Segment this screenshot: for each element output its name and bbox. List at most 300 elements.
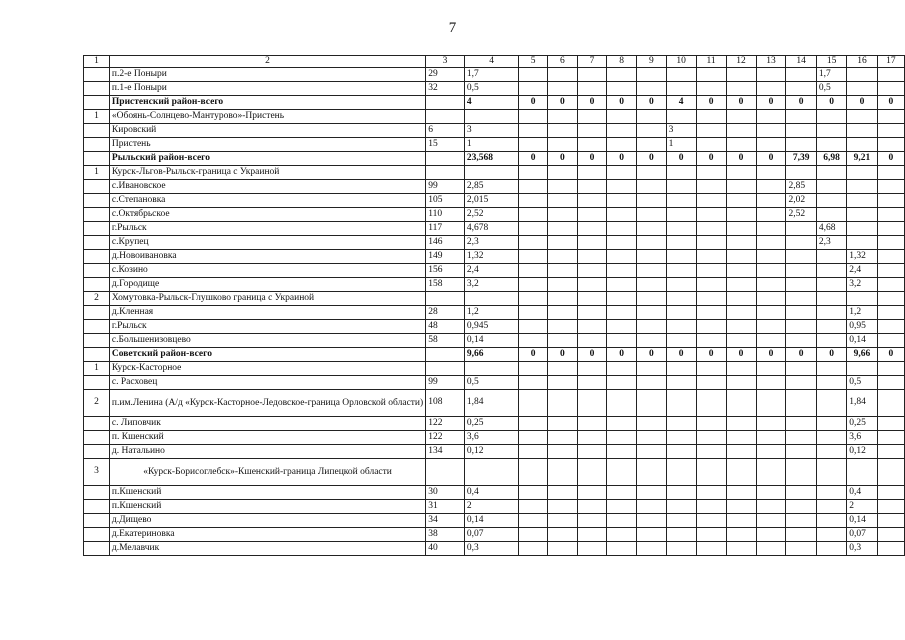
table-cell: д.Новоивановка <box>109 250 425 264</box>
table-cell <box>426 96 465 110</box>
table-cell: 99 <box>426 180 465 194</box>
table-cell <box>577 138 607 152</box>
table-cell <box>696 528 726 542</box>
table-cell: 1,7 <box>816 68 846 82</box>
table-cell <box>877 417 904 431</box>
table-cell <box>464 110 518 124</box>
table-cell <box>607 486 637 500</box>
table-cell: 2,52 <box>464 208 518 222</box>
table-cell <box>519 264 548 278</box>
table-cell: г.Рыльск <box>109 222 425 236</box>
table-cell: с. Липовчик <box>109 417 425 431</box>
table-row <box>84 390 905 417</box>
table-cell: с. Расховец <box>109 376 425 390</box>
table-cell <box>84 486 110 500</box>
table-cell <box>877 514 904 528</box>
table-row <box>84 306 905 320</box>
table-cell <box>877 459 904 486</box>
table-cell: д.Мелавчик <box>109 542 425 556</box>
table-cell <box>877 486 904 500</box>
table-cell <box>847 222 877 236</box>
column-header: 5 <box>519 56 548 68</box>
table-cell <box>786 334 816 348</box>
table-cell <box>464 459 518 486</box>
table-cell <box>84 180 110 194</box>
table-cell: 0 <box>696 152 726 166</box>
table-cell <box>607 68 637 82</box>
table-cell: 0 <box>637 96 667 110</box>
table-cell <box>696 194 726 208</box>
table-cell <box>637 166 667 180</box>
table-cell: 0 <box>548 348 578 362</box>
table-cell <box>637 390 667 417</box>
table-cell: 34 <box>426 514 465 528</box>
table-cell <box>607 236 637 250</box>
table-cell <box>577 417 607 431</box>
table-cell <box>548 222 578 236</box>
table-cell <box>726 264 756 278</box>
table-cell <box>666 500 696 514</box>
table-cell: 0,14 <box>464 514 518 528</box>
table-cell: 0,14 <box>847 334 877 348</box>
table-cell <box>666 180 696 194</box>
table-cell <box>607 110 637 124</box>
table-cell <box>577 292 607 306</box>
table-cell: 9,21 <box>847 152 877 166</box>
table-cell <box>786 362 816 376</box>
table-cell: 3,2 <box>847 278 877 292</box>
table-cell <box>877 320 904 334</box>
table-cell: 0 <box>637 348 667 362</box>
table-cell: 1,84 <box>464 390 518 417</box>
table-cell <box>519 459 548 486</box>
table-cell <box>696 110 726 124</box>
table-cell: 146 <box>426 236 465 250</box>
table-cell: 0 <box>637 152 667 166</box>
table-cell: 3 <box>464 124 518 138</box>
table-cell: 0,95 <box>847 320 877 334</box>
table-row <box>84 376 905 390</box>
table-cell <box>548 417 578 431</box>
table-cell <box>877 208 904 222</box>
table-cell: 0 <box>816 96 846 110</box>
table-cell <box>84 138 110 152</box>
table-row <box>84 194 905 208</box>
table-cell: 0,25 <box>847 417 877 431</box>
table-cell: 2,4 <box>464 264 518 278</box>
table-cell <box>786 320 816 334</box>
table-cell <box>519 431 548 445</box>
table-cell <box>816 180 846 194</box>
table-cell: 0,4 <box>464 486 518 500</box>
column-header: 4 <box>464 56 518 68</box>
table-cell: 9,66 <box>847 348 877 362</box>
column-header: 6 <box>548 56 578 68</box>
table-cell <box>816 528 846 542</box>
table-cell <box>607 264 637 278</box>
table-cell <box>607 500 637 514</box>
table-cell <box>877 362 904 376</box>
table-cell <box>696 417 726 431</box>
table-cell <box>816 320 846 334</box>
table-cell: Пристенский район-всего <box>109 96 425 110</box>
table-row <box>84 250 905 264</box>
table-cell <box>666 459 696 486</box>
table-cell <box>816 459 846 486</box>
table-cell <box>84 194 110 208</box>
table-cell <box>726 486 756 500</box>
table-cell <box>666 431 696 445</box>
table-cell <box>726 445 756 459</box>
table-cell: 0,5 <box>464 82 518 96</box>
table-cell: с.Степановка <box>109 194 425 208</box>
table-cell <box>519 334 548 348</box>
table-cell <box>577 180 607 194</box>
table-cell <box>696 431 726 445</box>
table-cell <box>548 82 578 96</box>
table-cell <box>877 306 904 320</box>
table-cell <box>637 124 667 138</box>
table-cell <box>637 222 667 236</box>
table-cell <box>519 320 548 334</box>
table-cell: 0 <box>786 96 816 110</box>
table-cell <box>577 334 607 348</box>
table-cell: 23,568 <box>464 152 518 166</box>
table-cell: 0 <box>696 348 726 362</box>
table-row <box>84 236 905 250</box>
table-cell <box>726 459 756 486</box>
table-cell <box>519 542 548 556</box>
table-cell <box>786 390 816 417</box>
table-cell: 0 <box>877 348 904 362</box>
column-header: 2 <box>109 56 425 68</box>
column-header: 17 <box>877 56 904 68</box>
table-cell: 0 <box>577 152 607 166</box>
table-row <box>84 417 905 431</box>
table-cell: 28 <box>426 306 465 320</box>
table-cell <box>877 542 904 556</box>
table-cell <box>84 417 110 431</box>
table-cell <box>637 500 667 514</box>
table-cell <box>756 180 786 194</box>
table-cell <box>607 180 637 194</box>
table-cell <box>577 320 607 334</box>
table-cell <box>816 362 846 376</box>
table-cell: 0,25 <box>464 417 518 431</box>
table-cell: с.Ивановское <box>109 180 425 194</box>
table-cell: 2,4 <box>847 264 877 278</box>
table-cell <box>756 376 786 390</box>
table-cell <box>696 208 726 222</box>
table-row <box>84 431 905 445</box>
table-cell <box>877 68 904 82</box>
table-cell <box>756 306 786 320</box>
table-cell <box>756 486 786 500</box>
table-cell <box>877 500 904 514</box>
table-cell <box>607 166 637 180</box>
table-cell <box>577 486 607 500</box>
table-cell <box>786 445 816 459</box>
table-cell: 3,6 <box>464 431 518 445</box>
table-cell: 6,98 <box>816 152 846 166</box>
table-cell <box>786 82 816 96</box>
table-cell <box>548 292 578 306</box>
table-cell <box>756 278 786 292</box>
table-cell <box>637 264 667 278</box>
table-cell <box>577 362 607 376</box>
column-header: 3 <box>426 56 465 68</box>
table-cell <box>786 250 816 264</box>
table-cell <box>756 514 786 528</box>
table-cell: 0 <box>756 348 786 362</box>
table-cell <box>577 110 607 124</box>
table-cell <box>548 110 578 124</box>
table-cell: 2,85 <box>786 180 816 194</box>
table-cell: 99 <box>426 376 465 390</box>
table-cell <box>519 417 548 431</box>
column-header: 9 <box>637 56 667 68</box>
table-cell <box>696 542 726 556</box>
table-cell <box>548 459 578 486</box>
table-cell <box>756 390 786 417</box>
table-cell <box>786 138 816 152</box>
table-cell <box>696 459 726 486</box>
table-cell: 158 <box>426 278 465 292</box>
table-cell <box>756 445 786 459</box>
table-cell <box>84 306 110 320</box>
table-cell: 156 <box>426 264 465 278</box>
table-cell: 0 <box>548 152 578 166</box>
table-cell <box>519 82 548 96</box>
table-cell <box>84 68 110 82</box>
route-row <box>84 459 905 486</box>
table-cell <box>426 152 465 166</box>
table-cell <box>816 306 846 320</box>
table-row <box>84 138 905 152</box>
table-cell <box>726 278 756 292</box>
table-cell <box>877 376 904 390</box>
table-cell: п.Кшенский <box>109 486 425 500</box>
table-cell <box>786 486 816 500</box>
table-cell <box>726 110 756 124</box>
table-cell <box>666 390 696 417</box>
table-cell: 0,12 <box>464 445 518 459</box>
table-cell <box>84 222 110 236</box>
table-cell <box>877 445 904 459</box>
table-cell <box>637 68 667 82</box>
table-cell: 0,4 <box>847 486 877 500</box>
table-cell <box>607 362 637 376</box>
table-cell <box>637 292 667 306</box>
table-cell <box>637 82 667 96</box>
column-header: 16 <box>847 56 877 68</box>
table-cell: 134 <box>426 445 465 459</box>
table-cell: 108 <box>426 390 465 417</box>
table-cell <box>666 486 696 500</box>
table-cell <box>519 236 548 250</box>
table-cell <box>816 486 846 500</box>
table-cell <box>696 390 726 417</box>
table-cell <box>726 500 756 514</box>
table-cell <box>666 417 696 431</box>
table-cell <box>577 82 607 96</box>
table-cell <box>726 124 756 138</box>
table-cell: 4,68 <box>816 222 846 236</box>
table-cell <box>756 500 786 514</box>
table-cell <box>426 292 465 306</box>
table-cell <box>577 500 607 514</box>
table-cell <box>786 264 816 278</box>
table-cell <box>519 278 548 292</box>
table-cell <box>666 306 696 320</box>
table-row <box>84 278 905 292</box>
table-cell <box>607 445 637 459</box>
table-cell <box>786 431 816 445</box>
table-cell <box>696 124 726 138</box>
table-cell <box>786 528 816 542</box>
table-cell: 0 <box>726 152 756 166</box>
table-cell: 1 <box>464 138 518 152</box>
table-cell <box>666 292 696 306</box>
table-cell <box>607 514 637 528</box>
table-cell <box>426 348 465 362</box>
table-cell <box>726 208 756 222</box>
table-cell: 0 <box>696 96 726 110</box>
table-cell <box>577 431 607 445</box>
table-cell: 1,84 <box>847 390 877 417</box>
table-cell <box>637 417 667 431</box>
table-cell <box>726 180 756 194</box>
table-cell <box>816 542 846 556</box>
table-cell: 0,5 <box>847 376 877 390</box>
table-cell <box>577 459 607 486</box>
table-cell <box>726 166 756 180</box>
table-cell <box>816 166 846 180</box>
table-cell <box>84 264 110 278</box>
table-cell <box>607 138 637 152</box>
table-cell <box>577 390 607 417</box>
table-cell <box>577 514 607 528</box>
table-cell <box>786 514 816 528</box>
table-cell <box>637 320 667 334</box>
table-cell <box>637 180 667 194</box>
table-cell <box>877 166 904 180</box>
table-cell <box>666 208 696 222</box>
table-cell <box>816 445 846 459</box>
table-cell <box>637 514 667 528</box>
table-cell <box>877 82 904 96</box>
table-cell <box>426 110 465 124</box>
table-cell <box>816 431 846 445</box>
table-cell <box>84 431 110 445</box>
table-cell <box>726 138 756 152</box>
table-cell <box>637 278 667 292</box>
table-cell <box>786 292 816 306</box>
table-cell <box>426 459 465 486</box>
table-cell: 0 <box>666 348 696 362</box>
table-cell <box>607 390 637 417</box>
table-cell: 48 <box>426 320 465 334</box>
table-cell <box>84 320 110 334</box>
table-cell: 15 <box>426 138 465 152</box>
table-cell <box>756 334 786 348</box>
table-cell <box>816 264 846 278</box>
table-cell <box>666 528 696 542</box>
table-cell <box>786 110 816 124</box>
table-cell <box>877 528 904 542</box>
column-header: 10 <box>666 56 696 68</box>
table-cell <box>877 292 904 306</box>
table-cell <box>637 250 667 264</box>
table-cell <box>519 124 548 138</box>
table-cell <box>548 542 578 556</box>
table-cell: Пристень <box>109 138 425 152</box>
table-cell <box>637 376 667 390</box>
table-cell <box>519 390 548 417</box>
table-cell: 0 <box>519 152 548 166</box>
table-cell <box>847 110 877 124</box>
table-cell <box>786 459 816 486</box>
table-cell <box>426 362 465 376</box>
table-cell <box>548 166 578 180</box>
table-cell <box>696 222 726 236</box>
table-cell <box>548 306 578 320</box>
table-cell: Кировский <box>109 124 425 138</box>
data-table <box>83 55 905 556</box>
table-cell <box>548 208 578 222</box>
table-cell: 0,14 <box>464 334 518 348</box>
table-cell: 1,32 <box>464 250 518 264</box>
table-cell <box>607 376 637 390</box>
table-cell <box>577 68 607 82</box>
table-cell: д.Кленная <box>109 306 425 320</box>
table-cell <box>426 166 465 180</box>
table-cell: п.1-е Поныри <box>109 82 425 96</box>
table-cell: 2 <box>847 500 877 514</box>
table-cell <box>696 362 726 376</box>
table-cell <box>816 334 846 348</box>
table-cell <box>577 528 607 542</box>
table-cell <box>519 362 548 376</box>
table-cell: 2,52 <box>786 208 816 222</box>
table-cell: 9,66 <box>464 348 518 362</box>
table-cell <box>877 431 904 445</box>
table-cell <box>637 486 667 500</box>
table-cell <box>726 542 756 556</box>
table-cell <box>756 264 786 278</box>
table-cell <box>666 542 696 556</box>
table-cell: 32 <box>426 82 465 96</box>
table-cell: Советский район-всего <box>109 348 425 362</box>
table-cell <box>847 208 877 222</box>
table-row <box>84 264 905 278</box>
table-cell <box>637 334 667 348</box>
table-cell: д.Дищево <box>109 514 425 528</box>
column-header: 8 <box>607 56 637 68</box>
table-cell: Курск-Льгов-Рыльск-граница с Украиной <box>109 166 425 180</box>
table-cell <box>84 82 110 96</box>
table-cell <box>519 194 548 208</box>
table-cell: 0 <box>786 348 816 362</box>
table-cell <box>548 180 578 194</box>
table-cell: 1,2 <box>847 306 877 320</box>
table-cell <box>548 124 578 138</box>
route-row <box>84 292 905 306</box>
table-cell: 1,32 <box>847 250 877 264</box>
column-header: 13 <box>756 56 786 68</box>
table-cell: 1,7 <box>464 68 518 82</box>
table-cell: с.Октябрьское <box>109 208 425 222</box>
